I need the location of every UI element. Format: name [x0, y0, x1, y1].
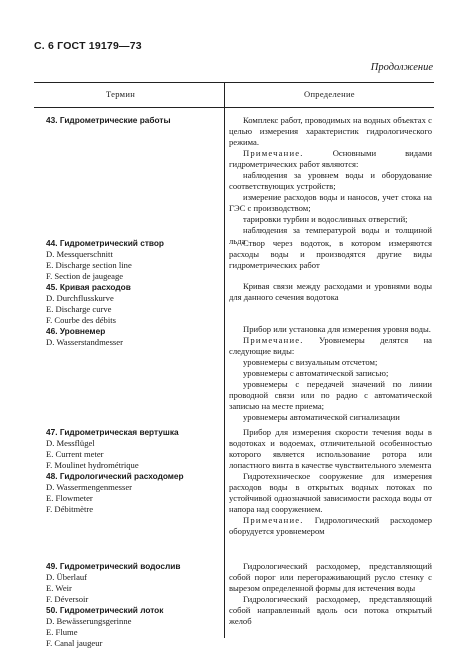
definition-paragraph: уровнемеры с автоматической записью;: [243, 368, 389, 378]
note-label: Примечание.: [243, 148, 304, 158]
definition-block: [229, 561, 432, 627]
term-translation: D. Messflügel: [46, 438, 95, 448]
definition-paragraph: Гидрологический расходомер, представляющий собой порог или перегораживающий русло стенку с вырезом определенной формы для истечения воды: [229, 561, 432, 593]
definition-column-header: Определение: [304, 89, 355, 99]
term-translation: F. Débitmètre: [46, 504, 94, 514]
term-group: [46, 561, 221, 649]
term-translation: E. Weir: [46, 583, 72, 593]
term-translation: F. Canal jaugeur: [46, 638, 103, 648]
term-title: 43. Гидрометрические работы: [46, 115, 171, 125]
definition-paragraph: Гидротехническое сооружение для измерения расходов воды в открытых водных потоках по устойчивой однозначной зависимости расхода воды от напора над сооружением.: [229, 471, 432, 514]
term-translation: F. Courbe des débits: [46, 315, 116, 325]
term-translation: E. Flume: [46, 627, 78, 637]
term-title: 44. Гидрометрический створ: [46, 238, 165, 248]
term-group: [46, 238, 221, 348]
definition-paragraph: Прибор или установка для измерения уровня воды.: [243, 324, 431, 334]
definition-block: [229, 238, 432, 271]
definition-paragraph: тарировки турбин и водосливных отверстий;: [243, 214, 408, 224]
definition-paragraph: уровнемеры автоматической сигнализации: [243, 412, 400, 422]
table-header-row: [34, 83, 434, 108]
term-translation: D. Bewässerungsgerinne: [46, 616, 132, 626]
definition-block: [229, 427, 432, 471]
term-title: 49. Гидрометрический водослив: [46, 561, 181, 571]
definition-paragraph: измерение расходов воды и наносов, учет стока на ГЭС с производством;: [229, 192, 432, 213]
term-translation: E. Flowmeter: [46, 493, 93, 503]
definition-paragraph: Примечание. Гидрологический расходомер оборудуется уровнемером: [229, 515, 432, 536]
term-group: [46, 115, 221, 126]
term-translation: E. Discharge section line: [46, 260, 132, 270]
definition-paragraph: Комплекс работ, проводимых на водных объектах с целью измерения характеристик гидрологического режима.: [229, 115, 432, 147]
definition-paragraph: уровнемеры с визуальным отсчетом;: [243, 357, 378, 367]
term-translation: F. Section de jaugeage: [46, 271, 124, 281]
term-translation: D. Überlauf: [46, 572, 88, 582]
definition-paragraph: Гидрологический расходомер, представляющий собой направленный вдоль оси потока открытый желоб: [229, 594, 432, 626]
note-label: Примечание.: [243, 335, 304, 345]
term-translation: F. Déversoir: [46, 594, 89, 604]
definition-paragraph: Кривая связи между расходами и уровнями воды для данного сечения водотока: [229, 281, 432, 302]
term-translation: D. Wasserstandmesser: [46, 337, 123, 347]
definition-paragraph: наблюдения за уровнем воды и оборудование соответствующих устройств;: [229, 170, 432, 191]
term-title: 45. Кривая расходов: [46, 282, 131, 292]
term-title: 50. Гидрометрический лоток: [46, 605, 164, 615]
column-divider: [224, 83, 225, 638]
definition-paragraph: Прибор для измерения скорости течения воды в водотоках и водоемах, отличительной особенностью которого является использование ротора или лопастного винта в качестве чувствительного элемента: [229, 427, 432, 470]
term-title: 46. Уровнемер: [46, 326, 106, 336]
term-translation: D. Wassermengenmesser: [46, 482, 133, 492]
definition-paragraph: Примечание. Уровнемеры делятся на следующие виды:: [229, 335, 432, 356]
note-label: Примечание.: [243, 515, 304, 525]
definition-paragraph: Примечание. Основными видами гидрометрических работ являются:: [229, 148, 432, 169]
term-column-header: Термин: [106, 89, 136, 99]
terms-table: [34, 82, 434, 648]
definition-paragraph: наблюдения за температурой воды и толщиной льда: [229, 225, 432, 246]
continuation-label: Продолжение: [370, 62, 433, 73]
term-translation: E. Current meter: [46, 449, 104, 459]
term-group: [46, 471, 221, 515]
page-header: С. 6 ГОСТ 19179—73: [34, 40, 142, 52]
term-translation: D. Messquerschnitt: [46, 249, 113, 259]
definition-block: [229, 281, 432, 303]
term-title: 47. Гидрометрическая вертушка: [46, 427, 179, 437]
term-group: [46, 427, 221, 471]
term-translation: E. Discharge curve: [46, 304, 112, 314]
definition-paragraph: уровнемеры с передачей значений по линии проводной связи или по радио с автоматической записью на месте приема;: [229, 379, 432, 411]
term-translation: F. Moulinet hydrométrique: [46, 460, 139, 470]
term-title: 48. Гидрологический расходомер: [46, 471, 184, 481]
term-translation: D. Durchflusskurve: [46, 293, 114, 303]
definition-paragraph: Створ через водоток, в котором измеряются расходы воды и производятся другие виды гидрометрических работ: [229, 238, 432, 270]
definition-block: [229, 471, 432, 537]
definition-block: [229, 324, 432, 423]
definition-block: [229, 115, 432, 247]
